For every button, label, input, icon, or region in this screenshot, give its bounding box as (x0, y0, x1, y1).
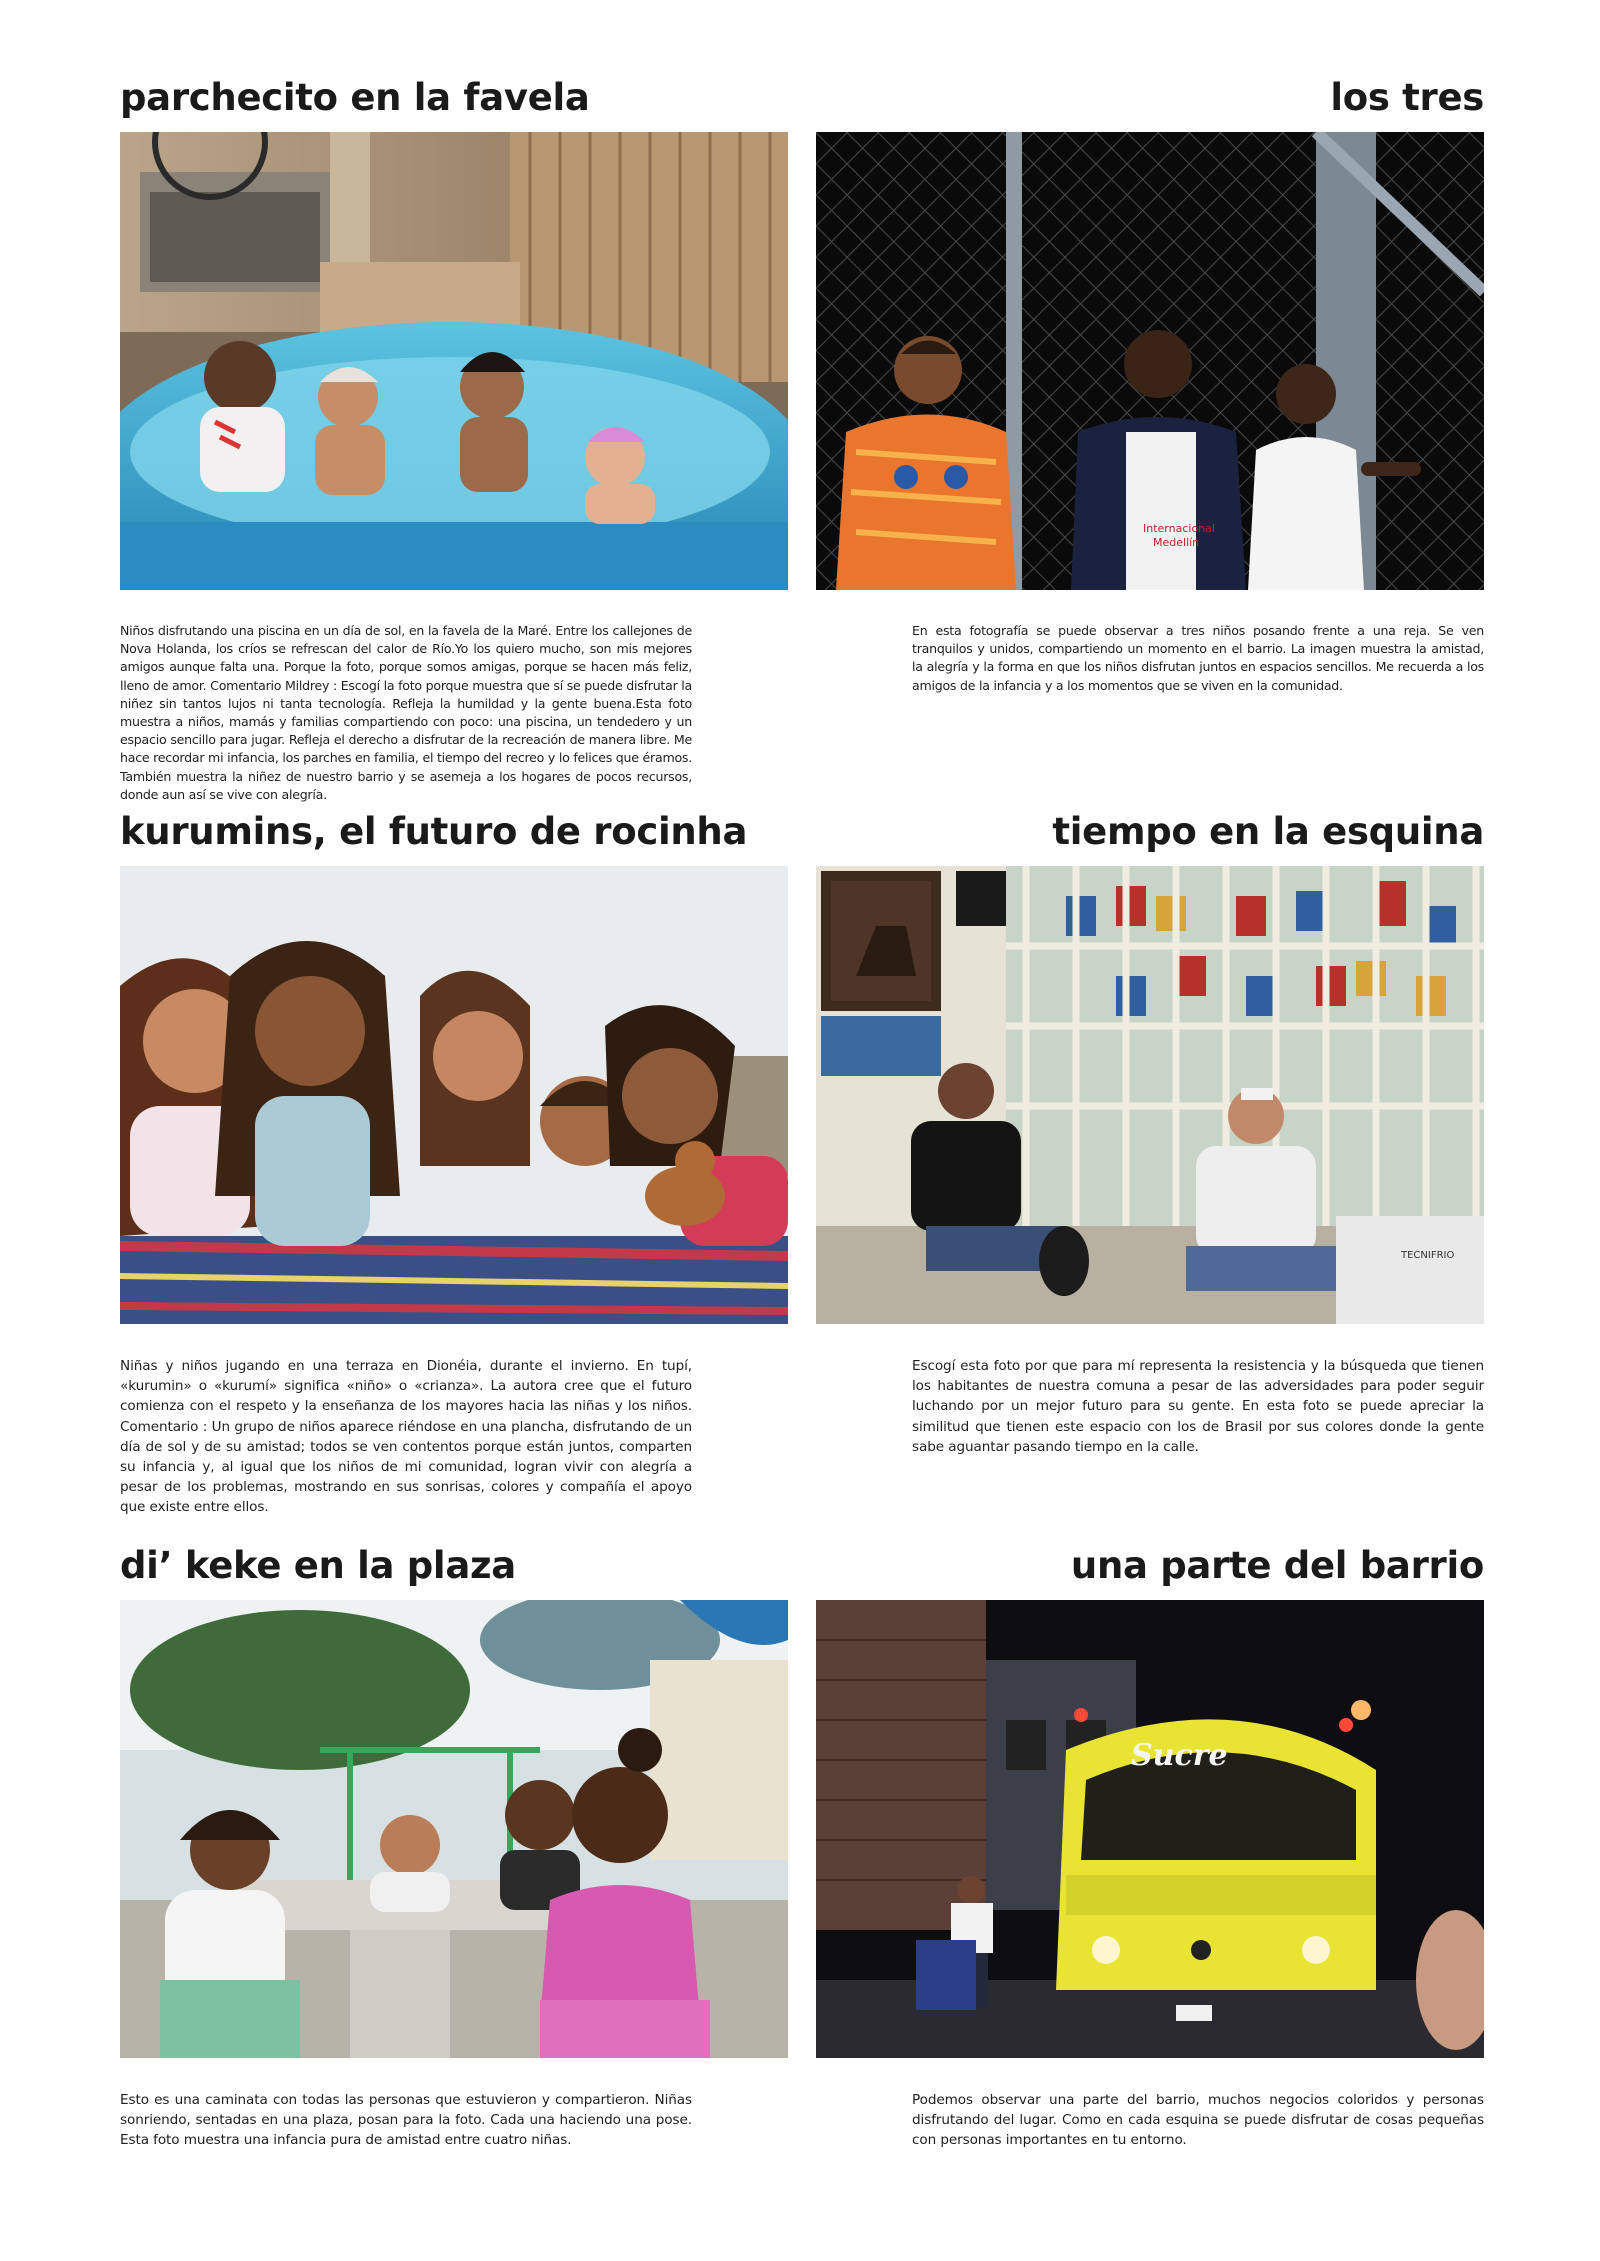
section-caption: Esto es una caminata con todas las personas que estuvieron y compartieron. Niñas sonriendo, sentadas en una plaza, posan para la foto. Cada una haciendo una pose. Esta foto muestra una infancia pura de amistad entre cuatro niñas. (120, 2092, 692, 2149)
photo-kids-terrace (120, 866, 788, 1324)
section-title: una parte del barrio (1070, 1544, 1484, 1587)
bus-sign-text: Sucre (1131, 1738, 1228, 1773)
shirt-print-text-2: Medellín (1153, 536, 1200, 549)
photo-three-boys (816, 132, 1484, 590)
section-caption: Niñas y niños jugando en una terraza en Dionéia, durante el invierno. En tupí, «kurumin» o «kurumí» significa «niño» o «crianza». La autora cree que el futuro comienza con el respeto y la enseñanza de los mayores hacia las niñas y los niños. Comentario : Un grupo de niños aparece riéndose en una plancha, disfrutando de un día de sol y de su amistad; todos se ven contentos porque están juntos, comparten su infancia y, al igual que los niños de mi comunidad, logran vivir con alegría a pesar de los problemas, mostrando en sus sonrisas, colores y compañía el apoyo que existe entre ellos. (120, 1358, 692, 1516)
photo-pool-kids (120, 132, 788, 590)
section-caption: Niños disfrutando una piscina en un día de sol, en la favela de la Maré. Entre los callejones de Nova Holanda, los críos se refrescan del calor de Río.Yo los quiero mucho, son mis mejores amigos aunque falta una. Porque la foto, porque somos amigas, porque se hacen más feliz, lleno de amor. Comentario Mildrey : Escogí la foto porque muestra que sí se puede disfrutar la niñez sin tantos lujos ni tanta tecnología. Refleja la humildad y la gente buena.Esta foto muestra a niños, mamás y familias compartiendo con poco: una piscina, un tendedero y un espacio sencillo para jugar. Refleja el derecho a disfrutar de la recreación de manera libre. Me hace recordar mi infancia, los parches en familia, el tiempo del recreo y lo felices que éramos. También muestra la niñez de nuestro barrio y se asemeja a los hogares de pocos recursos, donde aun así se vive con alegría. (120, 623, 692, 802)
fridge-label-text: TECNIFRIO (1401, 1250, 1455, 1261)
shirt-print-text: Internacional (1143, 522, 1215, 535)
photo-corner-store (816, 866, 1484, 1324)
section-caption: En esta fotografía se puede observar a tres niños posando frente a una reja. Se ven tranquilos y unidos, compartiendo un momento en el barrio. La imagen muestra la amistad, la alegría y la forma en que los niños disfrutan juntos en espacios sencillos. Me recuerda a los amigos de la infancia y a los momentos que se viven en la comunidad. (912, 623, 1484, 693)
section-title: los tres (1330, 76, 1484, 119)
section-title: tiempo en la esquina (1052, 810, 1484, 853)
section-caption: Podemos observar una parte del barrio, muchos negocios coloridos y personas disfrutando del lugar. Como en cada esquina se puede disfrutar de cosas pequeñas con personas importantes en tu entorno. (912, 2092, 1484, 2149)
section-title: parchecito en la favela (120, 76, 590, 119)
section-title: kurumins, el futuro de rocinha (120, 810, 748, 853)
section-title: di’ keke en la plaza (120, 1544, 516, 1587)
photo-night-bus (816, 1600, 1484, 2058)
section-caption: Escogí esta foto por que para mí representa la resistencia y la búsqueda que tienen los habitantes de nuestra comuna a pesar de las adversidades para poder seguir luchando por un mejor futuro para su gente. En esta foto se puede apreciar la similitud que tienen este espacio con los de Brasil por sus colores donde la gente sabe aguantar pasando tiempo en la calle. (912, 1358, 1484, 1455)
photo-girls-plaza (120, 1600, 788, 2058)
